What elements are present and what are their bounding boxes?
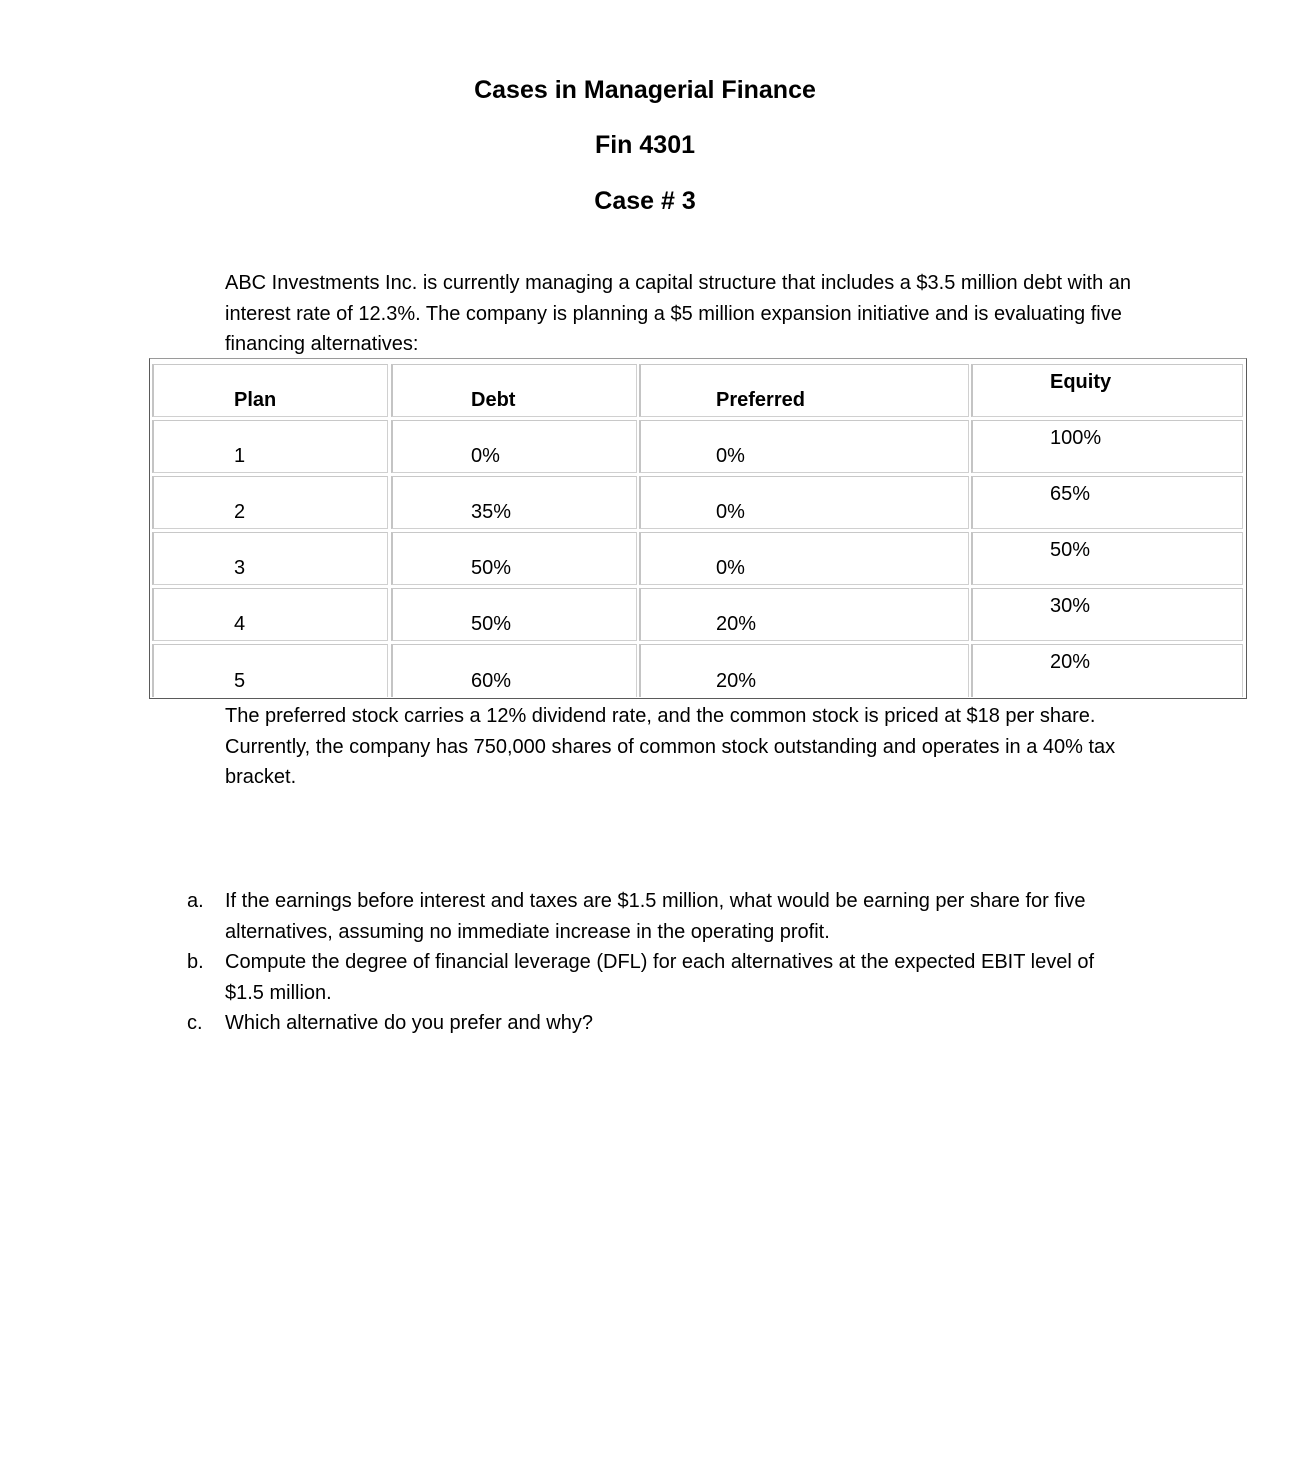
preferred-cell: 20% <box>716 613 757 635</box>
debt-cell: 60% <box>471 670 512 692</box>
preferred-cell: 0% <box>716 557 745 579</box>
equity-cell: 30% <box>1050 595 1091 617</box>
equity-cell: 50% <box>1050 539 1091 561</box>
plan-cell: 3 <box>234 557 246 579</box>
preferred-cell: 20% <box>716 670 757 692</box>
intro-paragraph: ABC Investments Inc. is currently managing a capital structure that includes a $3.5 million debt with an interest rate of 12.3%. The company is planning a $5 million expansion initiative and is evaluating five financing alternatives: <box>225 272 1132 355</box>
closing-paragraph: The preferred stock carries a 12% dividend rate, and the common stock is priced at $18 per share. Currently, the company has 750,000 shares of common stock outstanding and operates in a 40% tax bracket. <box>225 705 1116 788</box>
list-item <box>0 947 1290 1008</box>
question-letter: a. <box>187 890 204 912</box>
debt-cell: 50% <box>471 613 512 635</box>
preferred-cell: 0% <box>716 501 745 523</box>
plan-cell: 4 <box>234 613 246 635</box>
questions-list <box>0 886 1290 1039</box>
question-letter: c. <box>187 1012 203 1034</box>
debt-cell: 0% <box>471 445 500 467</box>
course-number: Fin 4301 <box>594 131 696 159</box>
plan-cell: 2 <box>234 501 246 523</box>
financing-alternatives-table <box>149 358 1247 699</box>
header-cell-equity <box>971 364 1243 417</box>
document-title: Cases in Managerial Finance <box>474 76 816 104</box>
question-text: Compute the degree of financial leverage (DFL) for each alternatives at the expected EBIT level of $1.5 million. <box>225 951 1095 1004</box>
plan-cell: 5 <box>234 670 246 692</box>
case-number: Case # 3 <box>594 187 696 215</box>
header-cell-plan <box>152 364 388 417</box>
question-text: If the earnings before interest and taxes are $1.5 million, what would be earning per share for five alternatives, assuming no immediate increase in the operating profit. <box>225 890 1086 943</box>
plan-cell: 1 <box>234 445 246 467</box>
header-preferred: Preferred <box>716 389 805 411</box>
question-letter: b. <box>187 951 204 973</box>
question-text: Which alternative do you prefer and why? <box>225 1012 593 1034</box>
header-cell-preferred <box>639 364 969 417</box>
equity-cell: 100% <box>1050 427 1102 449</box>
header-equity: Equity <box>1050 371 1112 393</box>
header-plan: Plan <box>234 389 277 411</box>
preferred-cell: 0% <box>716 445 745 467</box>
debt-cell: 50% <box>471 557 512 579</box>
debt-cell: 35% <box>471 501 512 523</box>
equity-cell: 20% <box>1050 651 1091 673</box>
equity-cell: 65% <box>1050 483 1091 505</box>
header-debt: Debt <box>471 389 516 411</box>
header-cell-debt <box>391 364 637 417</box>
list-item <box>0 886 1290 947</box>
list-item <box>0 1008 1290 1039</box>
